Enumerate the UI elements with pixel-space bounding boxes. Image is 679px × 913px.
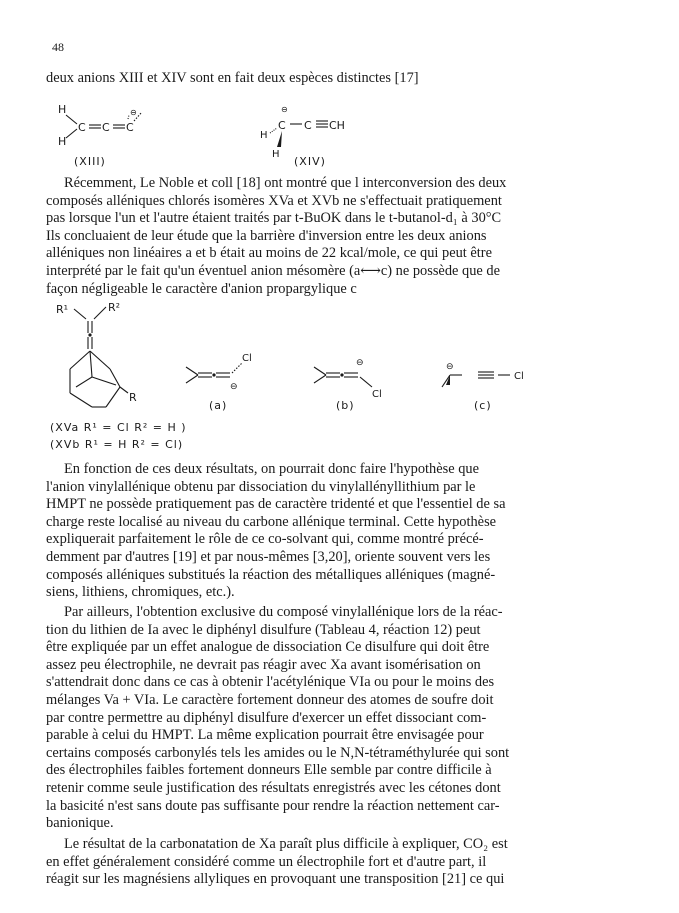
substituent-r: R — [129, 391, 137, 404]
structure-xv — [56, 301, 137, 407]
anion-c — [442, 362, 524, 387]
text-line: expliquerait parfaitement le rôle de ce co-solvant qui, comme montré précé- — [46, 531, 484, 548]
structure-xiv — [260, 105, 345, 160]
text-line: la basicité n'est sans doute pas suffisante pour rendre la réaction nettement car- — [46, 797, 500, 814]
paragraph-4 — [46, 836, 598, 889]
text-line: composés alléniques chlorés isomères XVa et XVb ne s'effectuait pratiquement — [46, 192, 502, 209]
text-line: banionique. — [46, 815, 114, 832]
text-line: charge reste localisé au niveau du carbone allénique terminal. Cette hypothèse — [46, 513, 497, 530]
atom-label: C — [78, 121, 86, 134]
text-line: pas lorsque l'un et l'autre étaient traités par t-BuOK dans le t-butanol-d₁ à 30°C — [46, 210, 502, 227]
atom-label: H — [58, 135, 67, 148]
paragraph-2 — [46, 461, 598, 602]
atom-label: H — [272, 149, 280, 160]
text-line: alléniques non linéaires a et b était au moins de 22 kcal/mole, ce qui peut être — [46, 245, 492, 262]
text-line: deux anions XIII et XIV sont en fait deux espèces distinctes [17] — [46, 70, 419, 86]
text-line: réagit sur les magnésiens allyliques en provoquant une transposition [21] ce qui — [46, 871, 505, 888]
atom-label: C — [278, 119, 286, 132]
anion-a — [186, 353, 252, 392]
xva-definition: (XVa R¹ = Cl R² = H ) — [50, 421, 187, 434]
charge-minus: ⊖ — [130, 108, 137, 117]
text-line: retenir comme seule justification des résultats enregistrés avec les cétones dont — [46, 779, 501, 796]
text-line: demment par d'autres [19] et par nous-mêmes [3,20], oriente souvent vers les — [46, 548, 491, 565]
label-c: (c) — [474, 399, 492, 412]
text-line: s'attendrait donc dans ce cas à obtenir l'acétylénique VIa ou pour le moins des — [46, 674, 495, 691]
intro-line — [46, 70, 598, 88]
atom-label: C — [126, 121, 134, 134]
text-line: Par ailleurs, l'obtention exclusive du composé vinylallénique lors de la réac- — [64, 604, 503, 620]
text-line: façon négligeable le caractère d'anion propargylique c — [46, 280, 357, 297]
label-xiii: (XIII) — [74, 155, 106, 168]
text-line: Ils concluaient de leur étude que la barrière d'inversion entre les deux anions — [46, 227, 487, 244]
text-line: Le résultat de la carbonatation de Xa paraît plus difficile à expliquer, CO₂ est — [64, 836, 508, 852]
xvb-definition: (XVb R¹ = H R² = Cl) — [50, 438, 184, 451]
text-line: certains composés carbonylés tels les amides ou le N,N-tétraméthylurée qui sont — [46, 744, 510, 761]
text-line: tion du lithien de Ia avec le diphényl disulfure (Tableau 4, réaction 12) peut — [46, 621, 481, 638]
text-line: En fonction de ces deux résultats, on pourrait donc faire l'hypothèse que — [64, 461, 479, 477]
structure-xiii — [58, 103, 142, 148]
charge-minus: ⊖ — [446, 362, 454, 372]
structures-xv-anions — [46, 297, 566, 427]
atom-cl: Cl — [514, 371, 524, 382]
label-xiv: (XIV) — [294, 155, 326, 168]
label-a: (a) — [209, 399, 228, 412]
paragraph-3 — [46, 604, 598, 833]
text-line: l'anion vinylallénique obtenu par dissociation du vinylallényllithium par le — [46, 478, 476, 495]
atom-label: C — [304, 119, 312, 132]
text-line: en effet généralement considéré comme un électrophile fort et d'autre part, il — [46, 853, 487, 870]
atom-label: C — [102, 121, 110, 134]
anion-b — [314, 358, 382, 400]
text-line: des électrophiles faibles fortement donneurs Elle semble par contre difficile à — [46, 762, 492, 779]
atom-label: H — [260, 130, 268, 141]
text-line: siens, lithiens, chromiques, etc.). — [46, 584, 235, 601]
label-b: (b) — [336, 399, 355, 412]
page-number: 48 — [52, 40, 64, 54]
charge-minus: ⊖ — [230, 382, 238, 392]
atom-cl: Cl — [242, 353, 252, 364]
atom-cl: Cl — [372, 389, 382, 400]
charge-minus: ⊖ — [356, 358, 364, 368]
charge-minus: ⊖ — [281, 105, 288, 114]
text-line: HMPT ne possède pratiquement pas de caractère tridenté et que l'essentiel de sa — [46, 496, 506, 513]
atom-label: CH — [329, 119, 345, 132]
substituent-r1: R¹ — [56, 303, 69, 316]
text-line: interprété par le fait qu'un éventuel anion mésomère (a⟷c) ne possède que de — [46, 262, 500, 279]
text-line: par contre permettre au diphényl disulfure d'exercer un effet dissociant com- — [46, 709, 487, 726]
text-line: être expliquée par un effet analogue de dissociation Ce disulfure qui doit être — [46, 639, 490, 656]
structures-xiii-xiv — [46, 95, 406, 170]
text-line: assez peu électrophile, ne devrait pas réagir avec Xa avant isomérisation on — [46, 656, 481, 673]
paragraph-1 — [46, 175, 598, 298]
text-line: composés alléniques substitués la réaction des métalliques alléniques (magné- — [46, 566, 496, 583]
text-line: parable à celui du HMPT. La même explication pourrait être envisagée pour — [46, 727, 484, 744]
text-line: mélanges Va + VIa. Le caractère fortement donneur des atomes de soufre doit — [46, 691, 494, 708]
atom-label: H — [58, 103, 67, 116]
substituent-r2: R² — [108, 301, 121, 314]
text-line: Récemment, Le Noble et coll [18] ont montré que l interconversion des deux — [64, 175, 507, 191]
